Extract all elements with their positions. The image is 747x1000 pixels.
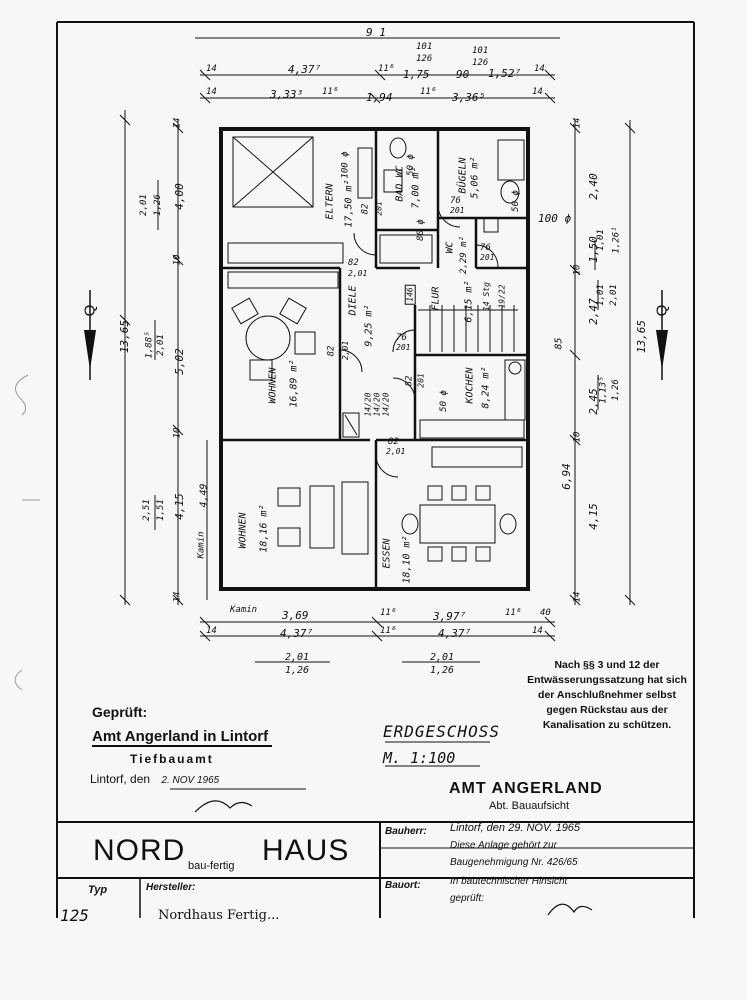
logo-bau-fertig: bau-fertig — [188, 860, 235, 872]
typ-label: Typ — [88, 884, 108, 896]
dim-right-r: 100 ϕ — [538, 212, 572, 225]
dim-top-h: 3,33³ — [270, 88, 304, 101]
dim-top-b: 11⁶ — [378, 64, 395, 74]
dim-bottom-h: 4,37⁷ — [280, 627, 314, 640]
drainage-notice: Nach §§ 3 und 12 der Entwässerungssatzung hat sich der Anschlußnehmer selbst gegen Rückstau aus der Kanalisation zu schützen. — [527, 659, 687, 731]
section-markers — [84, 290, 671, 380]
door-label-a2: 201 — [374, 201, 384, 216]
section-marker-right: Q — [653, 304, 671, 317]
room-wc: WC — [444, 241, 456, 254]
dim-bottom-o: 1,26 — [430, 665, 455, 676]
room-bad-area: 7,00 m² — [410, 166, 422, 209]
dim-top-n: 14 — [206, 87, 217, 97]
room-kochen-area: 8,24 m² — [480, 366, 492, 409]
dim-bottom-c: 11⁶ — [380, 608, 397, 618]
dim-bottom-a: Kamin — [230, 605, 258, 615]
dim-right-d: 2,45 — [586, 388, 600, 415]
bauort-label: Bauort: — [385, 880, 421, 891]
pipe-label-a: 100 ϕ — [340, 151, 351, 179]
door-label-c: 76 — [450, 196, 461, 206]
dim-top-p: 126 — [416, 54, 433, 64]
door-label-e: 82 — [326, 345, 337, 357]
logo-nord: NORD — [93, 834, 186, 867]
pipe-label-e: 80 ϕ — [415, 219, 426, 241]
stamp-date: 2. NOV 1965 — [161, 775, 220, 786]
room-diele-area: 9,25 m² — [363, 304, 375, 347]
dim-right-n: 14 — [572, 117, 583, 129]
dim-left-m: 10 — [172, 254, 183, 266]
geprueft-label: Geprüft: — [92, 704, 148, 720]
dim-right-i: 1,01 — [595, 284, 606, 306]
chimney-label-c: 14/20 — [381, 392, 391, 417]
hersteller-value: Nordhaus Fertig... — [158, 908, 280, 923]
stamp-amt: Amt Angerland in Lintorf — [92, 728, 272, 747]
dim-bottom-l: 2,01 — [285, 652, 310, 663]
dim-top-a: 4,37⁷ — [288, 63, 322, 76]
dim-left-l: 14 — [172, 117, 183, 129]
dim-top-g: 14 — [206, 64, 217, 74]
dim-top-j: 1,94 — [366, 91, 393, 104]
room-kochen: KOCHEN — [464, 367, 476, 404]
dim-left-a: 4,00 — [172, 183, 186, 210]
room-essen: ESSEN — [381, 538, 393, 569]
door-label-f: 76 — [396, 333, 407, 343]
dim-left-overall: 13,65 — [118, 319, 132, 354]
dim-right-c: 2,47 — [586, 298, 600, 325]
dim-top-e: 1,52⁷ — [488, 67, 522, 80]
room-wc-area: 2,29 m² — [458, 236, 469, 274]
stairs-count: 14 Stg — [481, 282, 491, 311]
dim-left-j: 4,49 — [198, 483, 210, 508]
dim-left-i: 1,51 — [155, 499, 166, 521]
dim-left-o: 14 — [172, 591, 183, 603]
stairs-ratio: 19/22 — [497, 284, 507, 309]
room-wohnen-1-area: 16,89 m² — [288, 359, 300, 408]
room-buegeln-area: 5,06 m² — [469, 156, 481, 199]
margin-marks — [15, 375, 40, 690]
dim-right-h: 1,26¹ — [611, 226, 622, 254]
dim-right-e: 6,94 — [559, 463, 573, 490]
dim-right-g: 1,01 — [595, 229, 606, 251]
room-eltern: ELTERN — [324, 183, 336, 220]
dim-left-g: 4,15 — [172, 493, 186, 520]
section-marker-left: Q — [81, 304, 99, 317]
authority-dept: Abt. Bauaufsicht — [489, 800, 570, 812]
room-wohnen-2: WOHNEN — [237, 512, 249, 549]
dim-left-f: 2,01 — [155, 334, 166, 356]
dim-left-n: 10 — [172, 427, 183, 439]
bauherr-line-1: Lintorf, den 29. NOV. 1965 — [450, 822, 581, 834]
dim-right-q: 10 — [572, 431, 583, 443]
dim-right-k: 1,13⁵ — [598, 376, 609, 404]
dim-left-k: Kamin — [196, 531, 207, 559]
dim-right-j: 2,01 — [608, 284, 619, 306]
dim-top-f: 14 — [534, 64, 545, 74]
room-wohnen-1: WOHNEN — [267, 367, 279, 404]
stamp-date-prefix: Lintorf, den — [90, 772, 151, 786]
dim-right-b: 1,50 — [586, 236, 600, 263]
dim-top-i: 11⁶ — [322, 87, 339, 97]
door-label-g: 82 — [404, 375, 415, 387]
room-buegeln: BÜGELN — [457, 157, 469, 194]
door-label-e2: 2,01 — [341, 340, 351, 361]
dim-top-q: 101 — [472, 46, 489, 56]
dim-right-m: 85 — [553, 337, 565, 350]
dim-right-p: 10 — [572, 264, 583, 276]
dim-right-a: 2,40 — [586, 173, 600, 200]
door-label-f2: 201 — [396, 343, 411, 352]
dim-left-h: 2,51 — [141, 499, 152, 521]
pipe-label-b: 50 ϕ — [405, 154, 416, 176]
stairs-width: 146 — [405, 284, 416, 304]
dim-bottom-d: 3,97⁷ — [433, 610, 467, 623]
dim-top-l: 3,36⁵ — [452, 91, 486, 104]
dim-bottom-i: 11⁶ — [380, 626, 397, 636]
dim-top-m: 14 — [532, 87, 543, 97]
door-label-a: 82 — [360, 203, 371, 215]
door-label-b: 82 — [348, 258, 359, 268]
dim-left-d: 5,02 — [172, 348, 186, 375]
door-label-h: 82 — [388, 437, 399, 447]
dim-bottom-b: 3,69 — [282, 609, 309, 622]
chimney-label-a: 14/20 — [363, 392, 373, 417]
stamp-tiefbauamt: Tiefbauamt — [130, 752, 214, 766]
bauherr-label: Bauherr: — [385, 826, 427, 837]
dim-right-l: 1,26 — [610, 379, 621, 401]
dim-bottom-j: 4,37⁷ — [438, 627, 472, 640]
authority-name: AMT ANGERLAND — [449, 780, 603, 797]
dim-bottom-k: 14 — [532, 626, 543, 636]
dim-left-b: 2,01 — [138, 194, 149, 216]
stamp-date-line — [90, 772, 219, 786]
dim-bottom-n: 2,01 — [430, 652, 455, 663]
bauherr-line-2: Diese Anlage gehört zur — [450, 840, 557, 851]
room-diele: DIELE — [347, 285, 359, 316]
pipe-label-d: 50 ϕ — [438, 390, 449, 412]
chimney-label-b: 14/20 — [372, 392, 382, 417]
typ-value: 125 — [60, 906, 89, 925]
room-flur-area: 6,15 m² — [463, 280, 475, 323]
door-label-d2: 201 — [480, 253, 495, 262]
dim-top-k: 11⁶ — [420, 87, 437, 97]
dim-top-c: 1,75 — [403, 68, 430, 81]
dim-bottom-f: 40 — [540, 608, 551, 618]
dim-left-e: 1,88⁵ — [144, 331, 155, 359]
dim-top-overall: 9 1 — [366, 26, 386, 39]
room-flur: FLUR — [430, 286, 442, 311]
dimension-lines — [125, 38, 630, 662]
dim-right-overall: 13,65 — [635, 319, 649, 354]
bauherr-line-3: Baugenehmigung Nr. 426/65 — [450, 857, 578, 868]
bauort-line-1: In bautechnischer Hinsicht — [450, 876, 568, 887]
dim-top-o: 101 — [416, 42, 433, 52]
logo-haus: HAUS — [262, 834, 350, 867]
dim-bottom-m: 1,26 — [285, 665, 310, 676]
dim-right-f: 4,15 — [586, 503, 600, 530]
dim-bottom-e: 11⁶ — [505, 608, 522, 618]
room-wohnen-2-area: 18,16 m² — [258, 504, 270, 553]
door-label-b2: 2,01 — [348, 269, 368, 278]
door-label-h2: 2,01 — [386, 447, 406, 456]
room-bad: BAD WC — [394, 165, 406, 202]
door-label-d: 76 — [480, 243, 491, 253]
dim-top-r: 126 — [472, 58, 489, 68]
dim-top-d: 90 — [456, 68, 470, 81]
room-essen-area: 18,10 m² — [401, 535, 413, 584]
drawing-scale: M. 1:100 — [383, 749, 456, 767]
hersteller-label: Hersteller: — [146, 882, 196, 893]
dim-left-c: 1,26 — [152, 194, 163, 216]
dim-bottom-g: 14 — [206, 626, 217, 636]
door-label-g2: 201 — [416, 373, 426, 388]
bauort-line-2: geprüft: — [450, 893, 484, 904]
dim-right-o: 14 — [572, 591, 583, 603]
door-label-c2: 201 — [450, 206, 465, 215]
pipe-label-c: 50 ϕ — [510, 190, 521, 212]
room-eltern-area: 17,50 m² — [343, 179, 355, 228]
floor-title: ERDGESCHOSS — [383, 722, 500, 741]
